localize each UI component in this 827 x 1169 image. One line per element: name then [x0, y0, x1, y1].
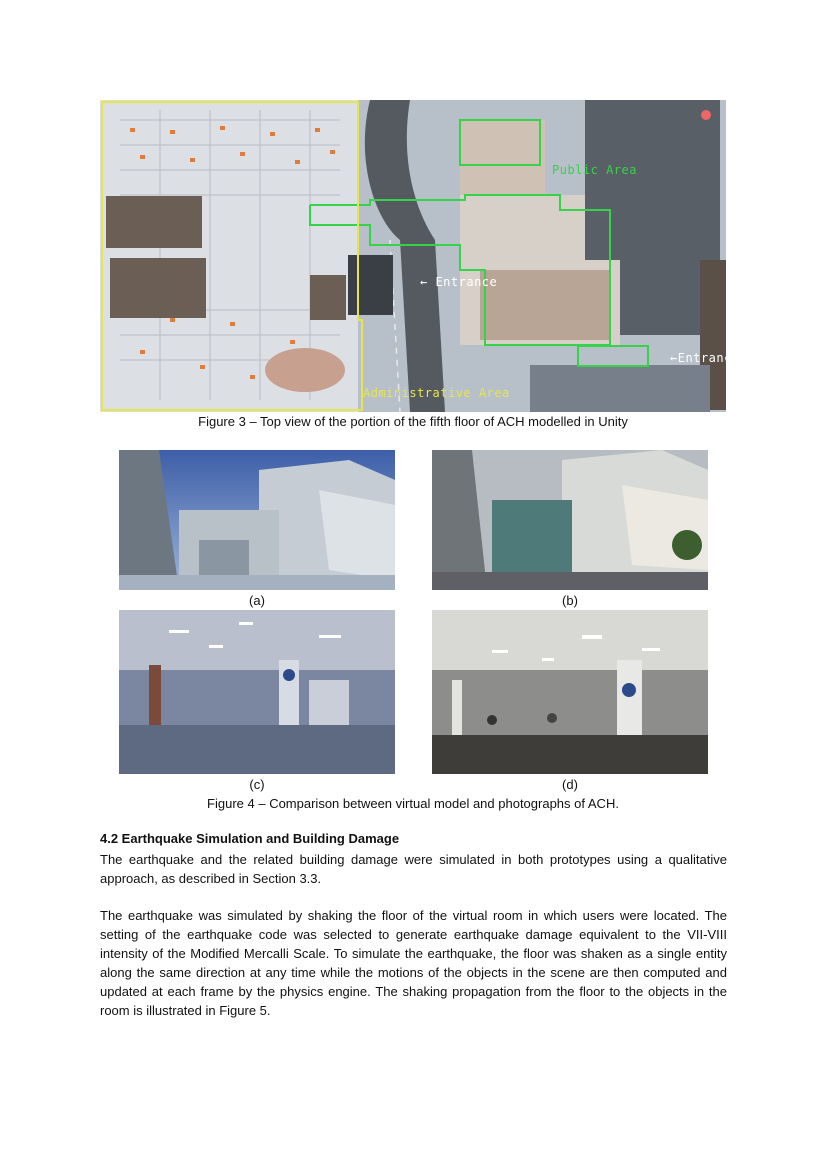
panel-label-c: (c) [249, 777, 265, 792]
paragraph: The earthquake and the related building damage were simulated in both prototypes using a qualitative approach, as described in Section 3.3. [100, 852, 727, 886]
figure-4-caption: Figure 4 – Comparison between virtual model and photographs of ACH. [207, 796, 619, 811]
public-area-label: Public Area [552, 163, 637, 177]
entrance-label-secondary: ←Entrance [670, 351, 740, 365]
virtual-model-interior-image [119, 610, 395, 774]
panel-label-d: (d) [562, 777, 578, 792]
section-heading: 4.2 Earthquake Simulation and Building Damage [100, 831, 400, 846]
photo-interior-image [432, 610, 708, 774]
figure-3-caption: Figure 3 – Top view of the portion of the fifth floor of ACH modelled in Unity [198, 414, 628, 429]
floor-plan-figure [100, 100, 740, 412]
entrance-label: ← Entrance [420, 275, 498, 289]
virtual-model-exterior-image [119, 450, 395, 590]
administrative-area-label: Administrative Area [363, 386, 510, 400]
panel-label-b: (b) [562, 593, 578, 608]
paragraph: The earthquake was simulated by shaking the floor of the virtual room in which users were located. The setting of the earthquake code was selected to generate earthquake damage equivalent to the VII-VIII intensity of the Modified Mercalli Scale. To simulate the earthquake, the floor was shaken as a single entity along the same direction at any time while the motions of the objects in the scene are then computed and updated at each frame by the physics engine. The shaking propagation from the floor to the objects in the room is illustrated in Figure 5. [100, 908, 727, 1018]
panel-label-a: (a) [249, 593, 265, 608]
floor-plan-image [100, 100, 726, 412]
photo-exterior-image [432, 450, 708, 590]
